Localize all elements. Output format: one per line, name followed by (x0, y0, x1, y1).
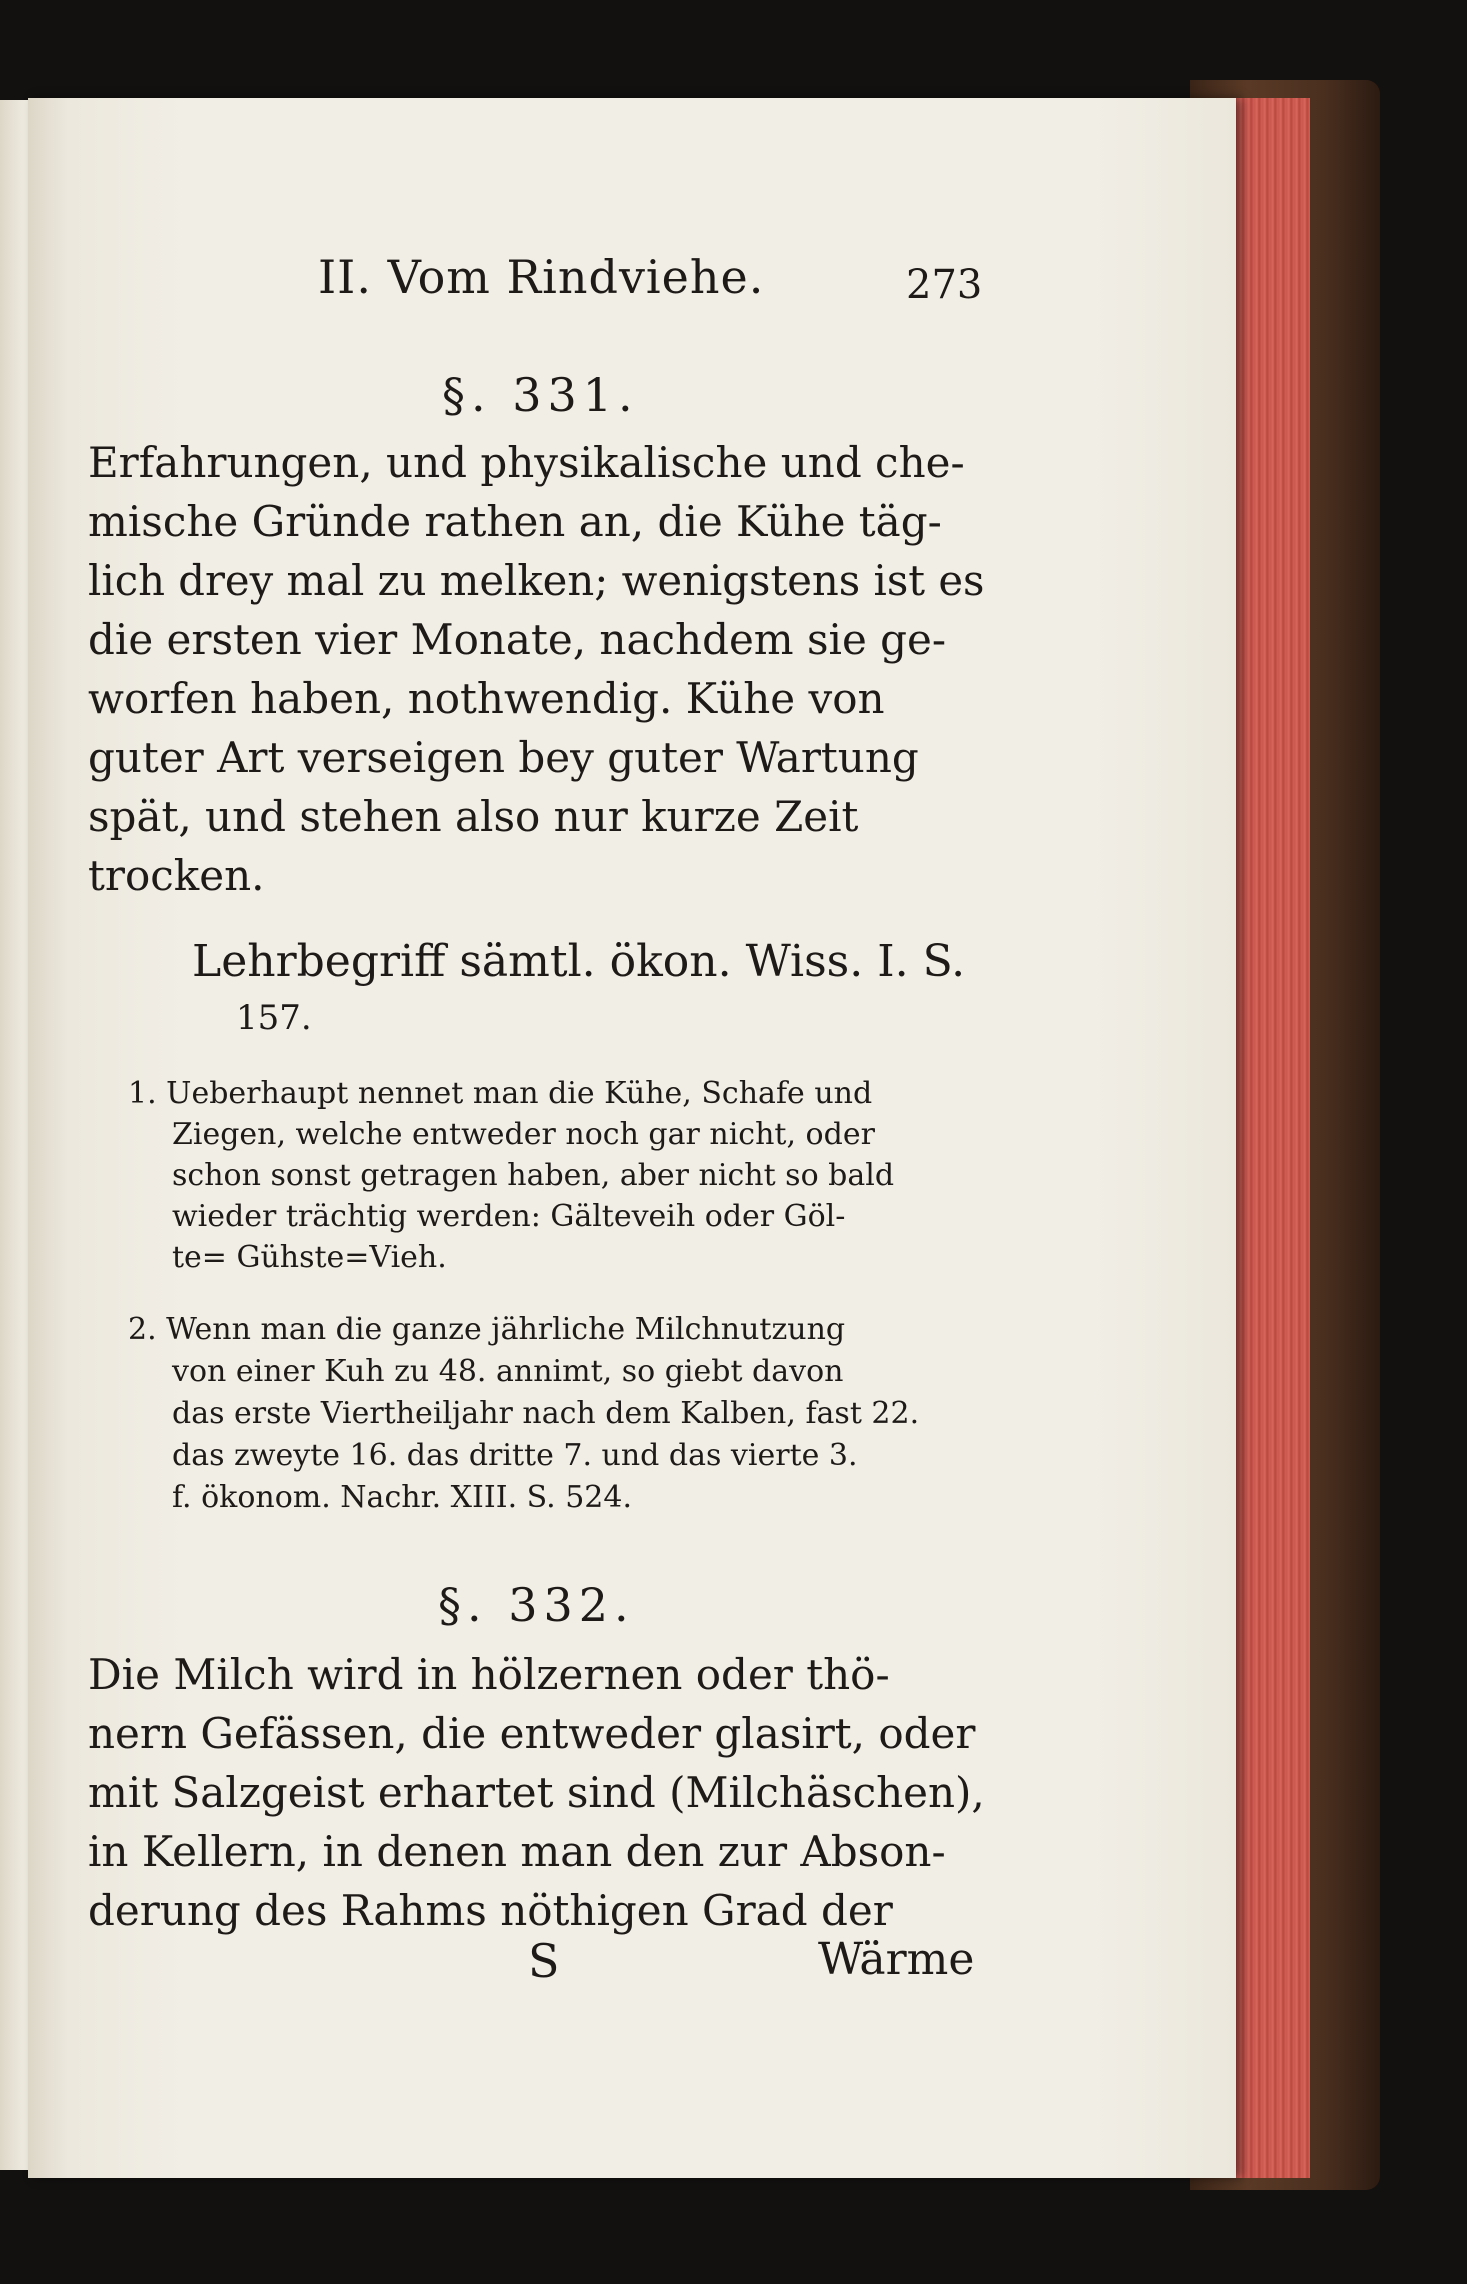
paragraph-line: die ersten vier Monate, nachdem sie ge- (88, 615, 947, 664)
running-title: II. Vom Rindviehe. (318, 250, 765, 304)
previous-page-edge (0, 100, 30, 2170)
paragraph-line: guter Art verseigen bey guter Wartung (88, 733, 919, 782)
reference-line: Lehrbegriff sämtl. ökon. Wiss. I. S. (192, 936, 966, 987)
reference-line: 157. (236, 998, 312, 1038)
note-line: f. ökonom. Nachr. XIII. S. 524. (172, 1480, 633, 1515)
paragraph-line: trocken. (88, 851, 265, 900)
note-line: das zweyte 16. das dritte 7. und das vierte 3. (172, 1438, 858, 1473)
signature-mark: S (528, 1934, 560, 1988)
note-line: 1. Ueberhaupt nennet man die Kühe, Schafe und (128, 1076, 873, 1111)
paragraph-line: Erfahrungen, und physikalische und che- (88, 438, 965, 487)
paragraph-line: derung des Rahms nöthigen Grad der (88, 1886, 893, 1935)
paragraph-line: mit Salzgeist erhartet sind (Milchäschen), (88, 1768, 985, 1817)
note-line: 2. Wenn man die ganze jährliche Milchnutzung (128, 1312, 846, 1347)
paragraph-line: worfen haben, nothwendig. Kühe von (88, 674, 885, 723)
paragraph-line: mische Gründe rathen an, die Kühe täg- (88, 497, 942, 546)
paragraph-line: spät, und stehen also nur kurze Zeit (88, 792, 859, 841)
section-heading-332: §. 332. (438, 1578, 635, 1632)
paragraph-line: Die Milch wird in hölzernen oder thö- (88, 1650, 890, 1699)
paragraph-line: nern Gefässen, die entweder glasirt, oder (88, 1709, 976, 1758)
catchword: Wärme (818, 1934, 975, 1985)
note-line: wieder trächtig werden: Gälteveih oder Göl- (172, 1199, 846, 1234)
section-heading-331: §. 331. (442, 368, 639, 422)
page-number: 273 (906, 262, 983, 308)
paragraph-line: in Kellern, in denen man den zur Abson- (88, 1827, 946, 1876)
note-line: te= Gühste=Vieh. (172, 1240, 447, 1275)
note-line: das erste Viertheiljahr nach dem Kalben, fast 22. (172, 1396, 920, 1431)
paragraph-line: lich drey mal zu melken; wenigstens ist es (88, 556, 985, 605)
note-line: schon sonst getragen haben, aber nicht so bald (172, 1158, 895, 1193)
note-line: von einer Kuh zu 48. annimt, so giebt davon (172, 1354, 844, 1389)
note-line: Ziegen, welche entweder noch gar nicht, oder (172, 1117, 875, 1152)
